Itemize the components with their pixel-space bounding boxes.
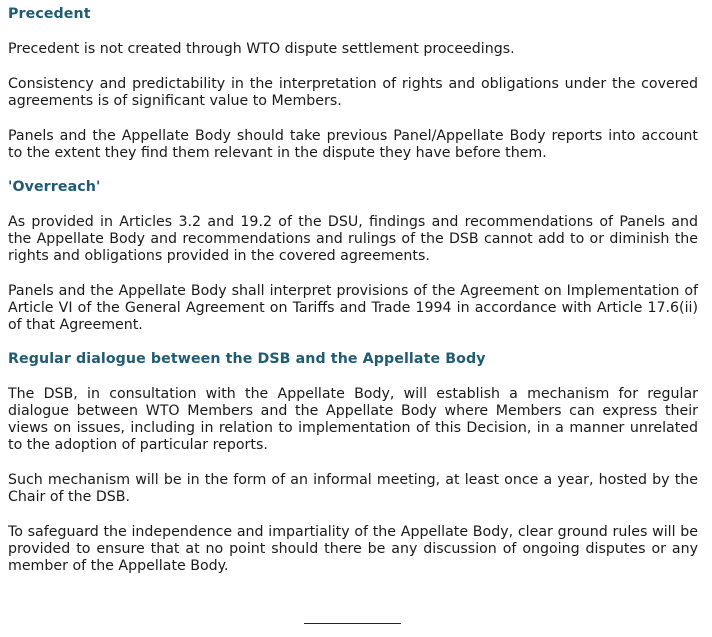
paragraph: As provided in Articles 3.2 and 19.2 of the DSU, findings and recommendations of Panels and the Appellate Body and recommendations and rulings of the DSB cannot add to or diminish the rights and obligations provided in the covered agreements.	[8, 214, 698, 264]
section-heading-precedent: Precedent	[8, 6, 91, 22]
paragraph: Such mechanism will be in the form of an informal meeting, at least once a year, hosted by the Chair of the DSB.	[8, 472, 698, 505]
section-heading-overreach: 'Overreach'	[8, 179, 101, 195]
paragraph: Panels and the Appellate Body should take previous Panel/Appellate Body reports into account to the extent they find them relevant in the dispute they have before them.	[8, 128, 698, 161]
footnote-separator-line	[304, 623, 401, 624]
section-heading-regular-dialogue: Regular dialogue between the DSB and the Appellate Body	[8, 351, 486, 367]
paragraph: Consistency and predictability in the interpretation of rights and obligations under the covered agreements is of significant value to Members.	[8, 76, 698, 109]
paragraph: The DSB, in consultation with the Appellate Body, will establish a mechanism for regular dialogue between WTO Members and the Appellate Body where Members can express their views on issues, including in relation to implementation of this Decision, in a manner unrelated to the adoption of particular reports.	[8, 386, 698, 453]
paragraph: Panels and the Appellate Body shall interpret provisions of the Agreement on Implementation of Article VI of the General Agreement on Tariffs and Trade 1994 in accordance with Article 17.6(ii) of that Agreement.	[8, 283, 698, 333]
paragraph: To safeguard the independence and impartiality of the Appellate Body, clear ground rules will be provided to ensure that at no point should there be any discussion of ongoing disputes or any member of the Appellate Body.	[8, 524, 698, 574]
paragraph: Precedent is not created through WTO dispute settlement proceedings.	[8, 41, 515, 57]
